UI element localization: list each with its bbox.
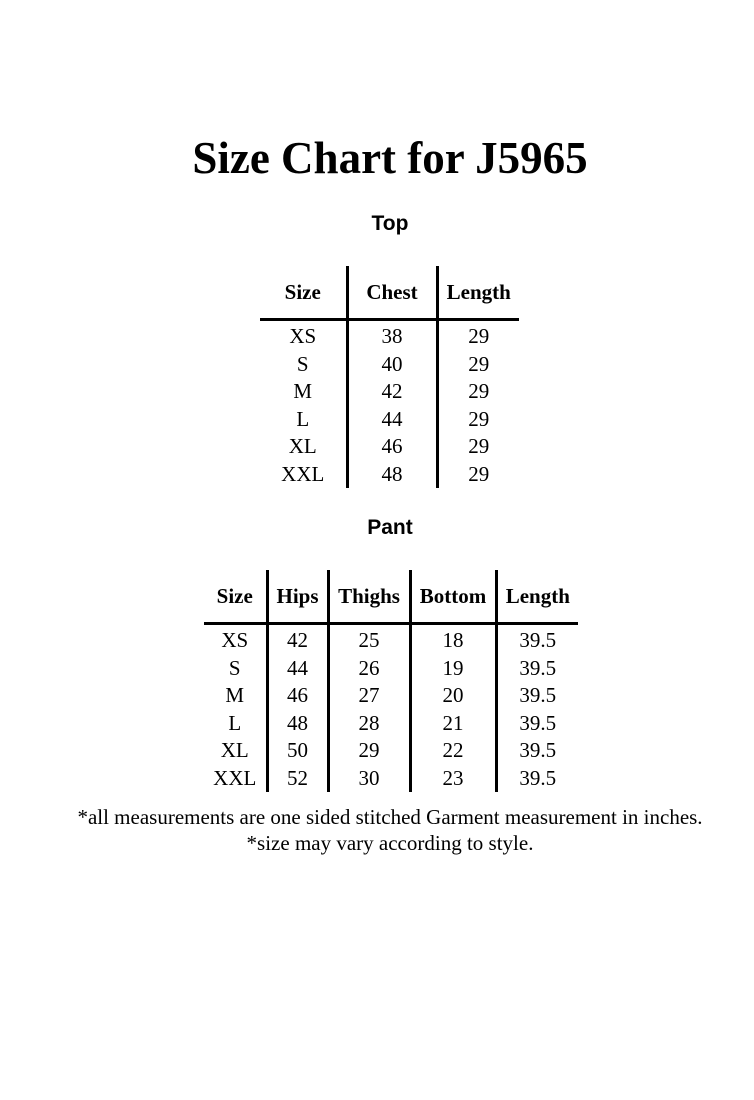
table-row <box>260 351 519 379</box>
table-row <box>204 737 578 765</box>
table-cell: XS <box>289 324 317 348</box>
column-header: Size <box>260 266 347 320</box>
table-cell: 39.5 <box>496 624 578 655</box>
table-cell: 40 <box>347 351 437 379</box>
table-cell: S <box>296 351 309 376</box>
table-cell: 22 <box>410 737 496 765</box>
column-header: Chest <box>347 266 437 320</box>
table-cell: XL <box>288 434 317 458</box>
table-cell: 39.5 <box>496 765 578 793</box>
top-size-table <box>260 266 519 488</box>
table-cell: 46 <box>267 682 328 710</box>
table-cell: 42 <box>267 624 328 655</box>
table-cell: 29 <box>437 461 519 489</box>
table-cell: M <box>225 683 245 707</box>
table-cell: 21 <box>410 710 496 738</box>
table-cell: 44 <box>267 655 328 683</box>
table-cell: 23 <box>410 765 496 793</box>
column-header: Bottom <box>410 570 496 624</box>
column-header: Length <box>496 570 578 624</box>
table-cell: 29 <box>437 351 519 379</box>
table-cell: 18 <box>410 624 496 655</box>
table-row <box>260 378 519 406</box>
column-header: Thighs <box>328 570 410 624</box>
table-cell: 20 <box>410 682 496 710</box>
table-row <box>204 655 578 683</box>
table-cell: 44 <box>347 406 437 434</box>
table-row <box>260 433 519 461</box>
measurement-note: *all measurements are one sided stitched Garment measurement in inches. <box>77 805 703 829</box>
table-cell: M <box>293 379 313 403</box>
table-cell: 39.5 <box>496 682 578 710</box>
table-cell: 27 <box>328 682 410 710</box>
table-row <box>260 320 519 351</box>
column-header: Length <box>437 266 519 320</box>
style-variation-note: *size may vary according to style. <box>246 831 534 855</box>
table-cell: 48 <box>347 461 437 489</box>
table-cell: 39.5 <box>496 655 578 683</box>
table-row <box>204 765 578 793</box>
top-section-heading: Top <box>371 212 409 235</box>
table-cell: 29 <box>437 406 519 434</box>
page-title: Size Chart for J5965 <box>192 133 588 183</box>
table-cell: XXL <box>281 461 325 486</box>
table-cell: XS <box>221 628 249 652</box>
table-row <box>204 682 578 710</box>
table-cell: 29 <box>437 320 519 351</box>
column-header: Size <box>204 570 267 624</box>
table-cell: 39.5 <box>496 737 578 765</box>
table-cell: 39.5 <box>496 710 578 738</box>
table-cell: 25 <box>328 624 410 655</box>
table-cell: XXL <box>213 765 257 790</box>
table-cell: 26 <box>328 655 410 683</box>
table-row <box>260 461 519 489</box>
table-cell: S <box>228 655 241 680</box>
table-cell: 42 <box>347 378 437 406</box>
table-cell: XL <box>220 738 249 762</box>
table-cell: 38 <box>347 320 437 351</box>
table-row <box>204 710 578 738</box>
table-cell: L <box>296 406 310 431</box>
table-header-row <box>260 266 519 320</box>
table-row <box>204 624 578 655</box>
table-cell: 52 <box>267 765 328 793</box>
table-cell: L <box>228 710 242 735</box>
table-cell: 50 <box>267 737 328 765</box>
table-cell: 29 <box>437 433 519 461</box>
table-cell: 29 <box>328 737 410 765</box>
table-header-row <box>204 570 578 624</box>
pant-size-table <box>204 570 578 792</box>
table-cell: 30 <box>328 765 410 793</box>
table-cell: 29 <box>437 378 519 406</box>
table-cell: 48 <box>267 710 328 738</box>
pant-section-heading: Pant <box>367 516 413 539</box>
table-row <box>260 406 519 434</box>
table-cell: 46 <box>347 433 437 461</box>
column-header: Hips <box>267 570 328 624</box>
table-cell: 19 <box>410 655 496 683</box>
table-cell: 28 <box>328 710 410 738</box>
